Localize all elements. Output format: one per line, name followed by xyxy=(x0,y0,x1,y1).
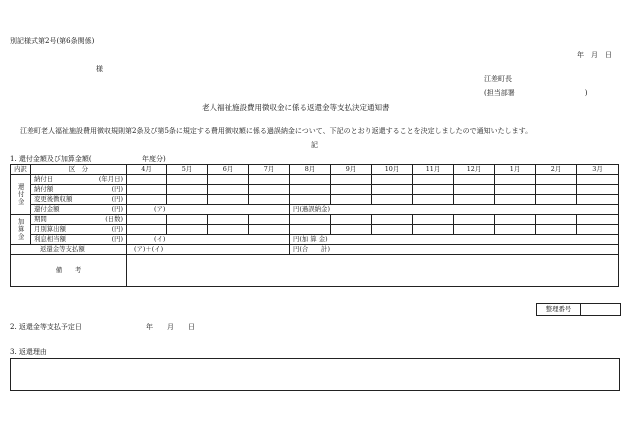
input-cell[interactable] xyxy=(454,185,495,195)
input-cell[interactable] xyxy=(208,175,249,185)
input-cell[interactable] xyxy=(249,215,290,225)
input-cell[interactable] xyxy=(331,195,372,205)
body-text: 江差町老人福祉施設費用徴収規則第2条及び第5条に規定する費用徴収額に係る過誤納金について、下記のとおり返還することを決定しましたので通知いたします。 xyxy=(20,127,533,135)
seiri-bango-label: 整理番号 xyxy=(537,304,581,315)
row-label-text: 還付金額 xyxy=(34,205,60,214)
input-cell[interactable] xyxy=(454,195,495,205)
input-cell[interactable] xyxy=(454,175,495,185)
row-unit: (円) xyxy=(111,225,123,234)
input-cell[interactable] xyxy=(413,225,454,235)
input-cell[interactable] xyxy=(536,215,577,225)
document-title: 老人福祉施設費用徴収金に係る返還金等支払決定通知書 xyxy=(202,103,390,112)
input-cell[interactable] xyxy=(208,195,249,205)
row-label xyxy=(31,225,127,235)
section2-date[interactable]: 年 月 日 xyxy=(146,323,195,331)
payment-label xyxy=(11,245,127,255)
input-cell[interactable] xyxy=(290,185,331,195)
input-cell[interactable] xyxy=(372,195,413,205)
total-label: 円(過誤納金) xyxy=(293,205,330,214)
section1-fiscal-year: 年度分) xyxy=(142,155,166,163)
input-cell[interactable] xyxy=(127,175,167,185)
input-cell[interactable] xyxy=(454,215,495,225)
input-cell[interactable] xyxy=(331,215,372,225)
input-cell[interactable] xyxy=(577,185,619,195)
input-cell[interactable] xyxy=(495,225,536,235)
input-cell[interactable] xyxy=(536,195,577,205)
row-label xyxy=(31,235,127,245)
input-cell[interactable] xyxy=(127,225,167,235)
input-cell[interactable] xyxy=(495,215,536,225)
section2-heading: 2. 返還金等支払予定日 xyxy=(10,323,82,331)
month-header: 10月 xyxy=(372,165,413,175)
month-header: 8月 xyxy=(290,165,331,175)
input-cell[interactable] xyxy=(454,225,495,235)
row-unit: (円) xyxy=(111,235,123,244)
row-label xyxy=(31,185,127,195)
input-cell[interactable] xyxy=(331,185,372,195)
row-unit: (円) xyxy=(111,205,123,214)
date-line: 年 月 日 xyxy=(577,51,612,59)
row-label xyxy=(31,215,127,225)
month-header: 5月 xyxy=(167,165,208,175)
input-cell[interactable] xyxy=(290,195,331,205)
input-cell[interactable] xyxy=(249,185,290,195)
row-label xyxy=(31,175,127,185)
mark-a-plus-i: (ア)＋(イ) xyxy=(134,245,164,254)
input-cell[interactable] xyxy=(331,175,372,185)
ki-label: 記 xyxy=(311,141,318,149)
row-kikan xyxy=(11,215,619,225)
input-cell[interactable] xyxy=(577,225,619,235)
input-cell[interactable] xyxy=(577,175,619,185)
mark-a: (ア) xyxy=(154,205,166,214)
input-cell[interactable] xyxy=(290,215,331,225)
section3-heading: 3. 返還理由 xyxy=(10,348,47,356)
row-nofu-amount xyxy=(11,185,619,195)
interest-mark-cell[interactable] xyxy=(127,235,290,245)
header-row xyxy=(11,165,619,175)
input-cell[interactable] xyxy=(249,195,290,205)
input-cell[interactable] xyxy=(127,195,167,205)
input-cell[interactable] xyxy=(208,225,249,235)
input-cell[interactable] xyxy=(413,195,454,205)
seiri-bango-input[interactable] xyxy=(581,304,620,315)
input-cell[interactable] xyxy=(372,185,413,195)
input-cell[interactable] xyxy=(167,215,208,225)
col-kubun: 区 分 xyxy=(31,165,127,175)
input-cell[interactable] xyxy=(413,215,454,225)
input-cell[interactable] xyxy=(208,185,249,195)
department: (担当部署 ) xyxy=(484,89,588,97)
month-header: 3月 xyxy=(577,165,619,175)
total-label: 円(加 算 金) xyxy=(293,235,328,244)
month-header: 1月 xyxy=(495,165,536,175)
row-kanpu-amount xyxy=(11,205,619,215)
issuer: 江差町長 xyxy=(484,75,512,83)
row-label-text: 利息相当額 xyxy=(34,235,66,244)
kanpu-total-cell[interactable] xyxy=(290,205,619,215)
input-cell[interactable] xyxy=(536,185,577,195)
input-cell[interactable] xyxy=(127,185,167,195)
month-header: 6月 xyxy=(208,165,249,175)
form-id: 別記様式第2号(第6条関係) xyxy=(10,37,95,45)
input-cell[interactable] xyxy=(536,175,577,185)
month-header: 11月 xyxy=(413,165,454,175)
input-cell[interactable] xyxy=(167,225,208,235)
reason-input[interactable] xyxy=(10,358,620,391)
row-label xyxy=(31,205,127,215)
input-cell[interactable] xyxy=(290,225,331,235)
col-uchiwake: 内訳 xyxy=(11,165,31,175)
row-unit: (円) xyxy=(111,195,123,204)
refund-table xyxy=(10,164,619,287)
row-monthly xyxy=(11,225,619,235)
input-cell[interactable] xyxy=(495,175,536,185)
row-label-text: 月別算出額 xyxy=(34,225,66,234)
payment-total-cell[interactable] xyxy=(290,245,619,255)
biko-input[interactable] xyxy=(127,255,619,287)
input-cell[interactable] xyxy=(167,175,208,185)
input-cell[interactable] xyxy=(577,195,619,205)
input-cell[interactable] xyxy=(413,175,454,185)
input-cell[interactable] xyxy=(290,175,331,185)
row-unit: (日数) xyxy=(105,215,123,224)
month-header: 12月 xyxy=(454,165,495,175)
input-cell[interactable] xyxy=(249,225,290,235)
row-nofu-date xyxy=(11,175,619,185)
addressee-suffix: 様 xyxy=(96,65,103,73)
month-header: 9月 xyxy=(331,165,372,175)
row-label-text: 変更後徴収額 xyxy=(34,195,73,204)
group-kasan: 加算金 xyxy=(11,215,31,245)
interest-total-cell[interactable] xyxy=(290,235,619,245)
input-cell[interactable] xyxy=(127,215,167,225)
row-label xyxy=(31,195,127,205)
row-label-text: 返還金等支払額 xyxy=(40,245,85,254)
row-payment xyxy=(11,245,619,255)
kanpu-mark-cell[interactable] xyxy=(127,205,290,215)
row-label-text: 期間 xyxy=(34,215,47,224)
input-cell[interactable] xyxy=(208,215,249,225)
input-cell[interactable] xyxy=(372,215,413,225)
input-cell[interactable] xyxy=(413,185,454,195)
row-biko xyxy=(11,255,619,287)
input-cell[interactable] xyxy=(167,185,208,195)
input-cell[interactable] xyxy=(577,215,619,225)
row-label-text: 納付日 xyxy=(34,175,54,184)
input-cell[interactable] xyxy=(331,225,372,235)
mark-i: (イ) xyxy=(154,235,166,244)
biko-label: 備 考 xyxy=(11,255,127,287)
input-cell[interactable] xyxy=(372,225,413,235)
input-cell[interactable] xyxy=(372,175,413,185)
row-label-text: 納付額 xyxy=(34,185,54,194)
row-unit: (円) xyxy=(111,185,123,194)
row-interest xyxy=(11,235,619,245)
section1-heading: 1. 還付金額及び加算金額( xyxy=(10,155,92,163)
row-change-amount xyxy=(11,195,619,205)
month-header: 7月 xyxy=(249,165,290,175)
total-label: 円(合 計) xyxy=(293,245,330,254)
input-cell[interactable] xyxy=(536,225,577,235)
group-kanpu: 還付金 xyxy=(11,175,31,215)
seiri-bango-box xyxy=(536,303,621,316)
row-unit: (年月日) xyxy=(98,175,123,184)
payment-mark-cell[interactable] xyxy=(127,245,290,255)
input-cell[interactable] xyxy=(495,195,536,205)
input-cell[interactable] xyxy=(495,185,536,195)
input-cell[interactable] xyxy=(167,195,208,205)
month-header: 2月 xyxy=(536,165,577,175)
input-cell[interactable] xyxy=(249,175,290,185)
month-header: 4月 xyxy=(127,165,167,175)
